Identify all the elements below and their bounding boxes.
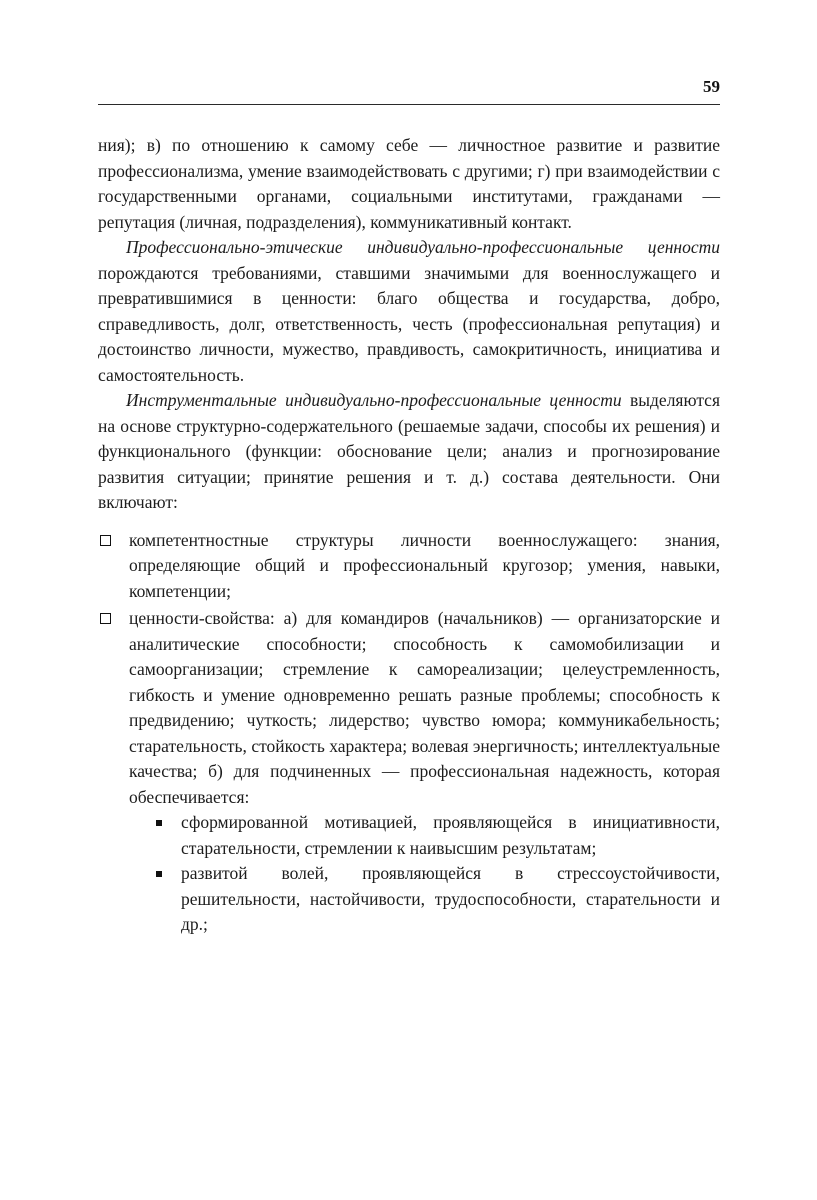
list-item-text: компетентностные структуры личности военнослужащего: знания, определяющие общий и профессиональный кругозор; умения, навыки, компетенции; — [129, 529, 720, 601]
bullet-list — [98, 528, 720, 938]
sub-bullet-list — [129, 810, 720, 938]
term-italic: Профессионально-этические индивидуально-профессиональные ценности — [126, 237, 720, 257]
list-item-lead-text: ценности-свойства: а) для командиров (начальников) — организаторские и аналитические способности; способность к самомобилизации и самоорганизации; стремление к самореализации; целеустремленность, гибкость и умение одновременно решать разные проблемы; способность к предвидению; чуткость; лидерство; чувство юмора; коммуникабельность; старательность, стойкость характера; волевая энергичность; интеллектуальные качества; б) для подчиненных — профессиональная надежность, которая обеспечивается: — [129, 608, 720, 807]
sub-list-item — [129, 861, 720, 938]
sub-list-item-text: сформированной мотивацией, проявляющейся в инициативности, старательности, стремлении к наивысшим результатам; — [181, 812, 720, 858]
open-square-bullet-icon — [100, 535, 111, 546]
filled-square-bullet-icon — [156, 820, 162, 826]
open-square-bullet-icon — [100, 613, 111, 624]
list-item — [98, 606, 720, 938]
header-rule — [98, 104, 720, 105]
list-item — [98, 528, 720, 605]
term-italic: Инструментальные индивидуально-профессиональные ценности — [126, 390, 622, 410]
list-item-text — [129, 606, 720, 810]
sub-list-item-text: развитой волей, проявляющейся в стрессоустойчивости, решительности, настойчивости, трудоспособности, старательности и др.; — [181, 863, 720, 934]
paragraph-instrumental — [98, 388, 720, 516]
page-body — [98, 133, 720, 938]
filled-square-bullet-icon — [156, 871, 162, 877]
sub-list-item — [129, 810, 720, 861]
page-header — [98, 76, 720, 105]
paragraph-text: порождаются требованиями, ставшими значимыми для военнослужащего и превратившимися в ценности: благо общества и государства, добро, справедливость, долг, ответственность, честь (профессиональная репутация) и достоинство личности, мужество, правдивость, самокритичность, инициатива и самостоятельность. — [98, 262, 720, 385]
page-number: 59 — [703, 77, 720, 96]
paragraph-continuation: ния); в) по отношению к самому себе — личностное развитие и развитие профессионализма, умение взаимодействовать с другими; г) при взаимодействии с государственными органами, социальными институтами, гражданами — репутация (личная, подразделения), коммуникативный контакт. — [98, 135, 720, 232]
paragraph-professional-ethical — [98, 235, 720, 388]
paragraph-text: выделяются на основе структурно-содержательного (решаемые задачи, способы их решения) и функционального (функции: обоснование цели; анализ и прогнозирование развития ситуации; принятие решения и т. д.) состава деятельности. Они включают: — [98, 390, 721, 512]
